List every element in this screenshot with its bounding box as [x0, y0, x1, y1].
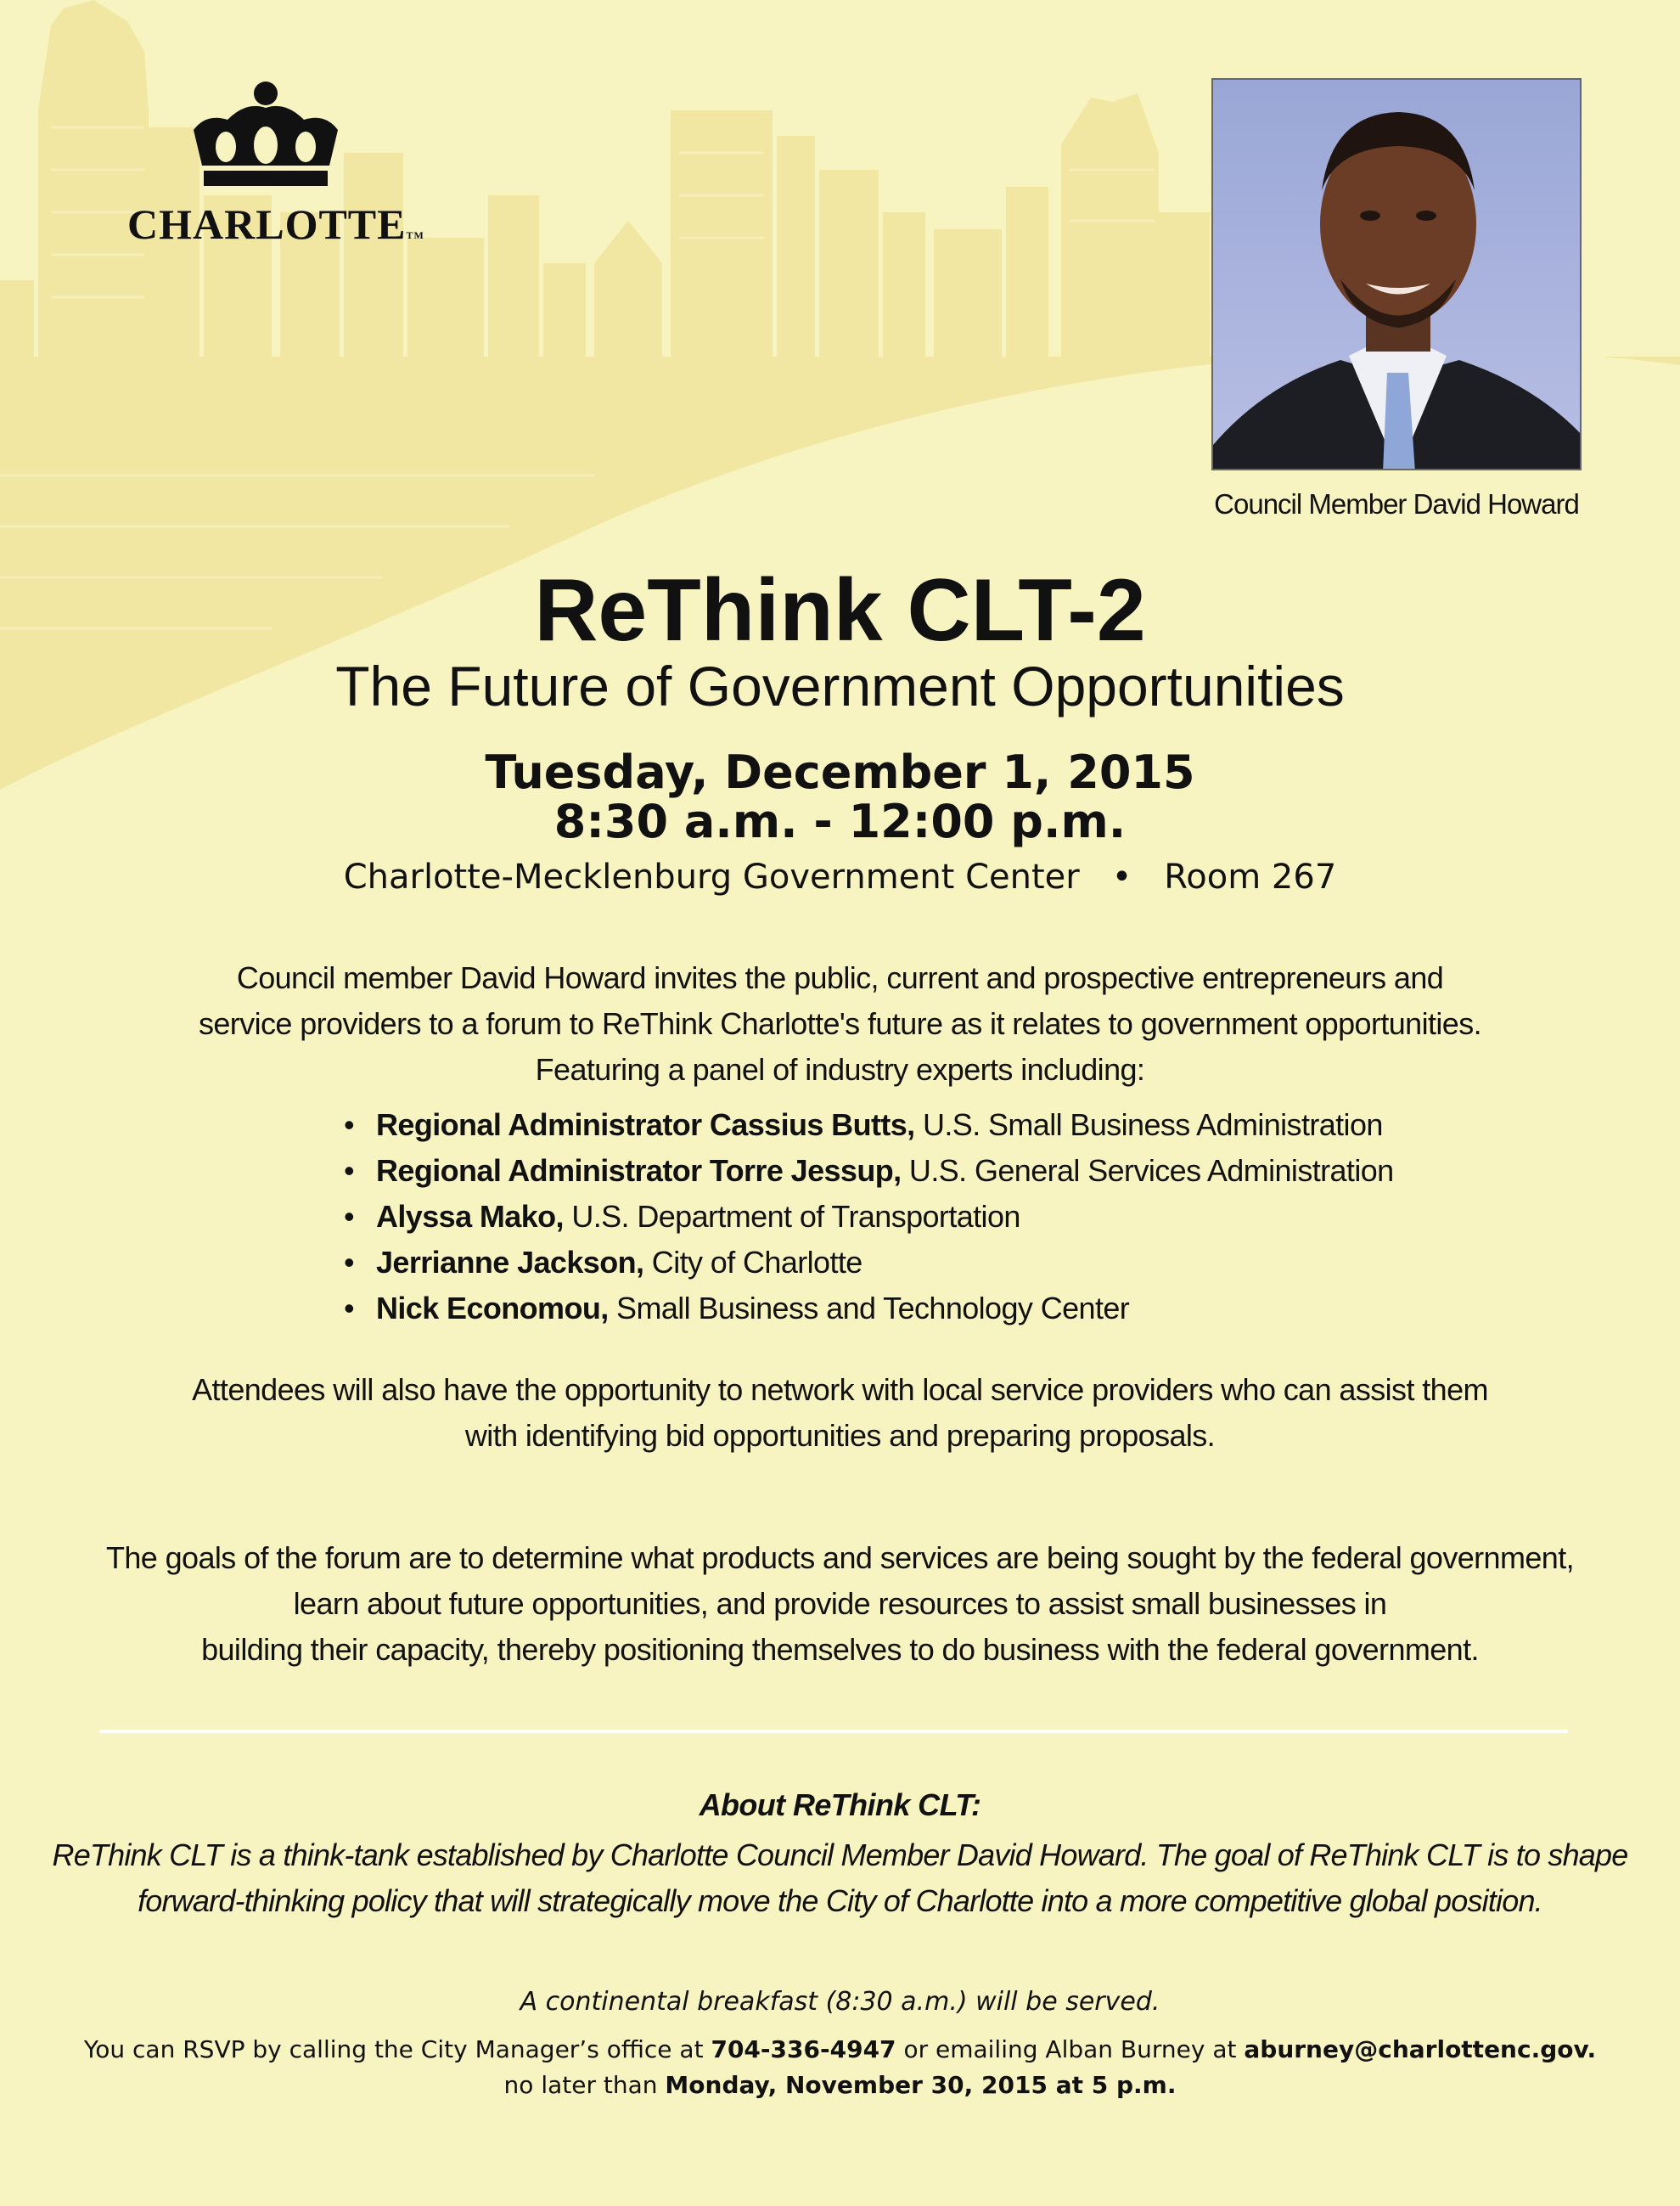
- deadline-prefix: no later than: [503, 2071, 666, 2099]
- event-date: Tuesday, December 1, 2015: [485, 746, 1195, 799]
- panel-item: [344, 1194, 1394, 1240]
- panelist-org: U.S. General Services Administration: [901, 1153, 1394, 1188]
- intro-line: Council member David Howard invites the public, current and prospective entrepreneurs and: [236, 960, 1444, 995]
- network-line: Attendees will also have the opportunity to network with local service providers who can assist them: [192, 1372, 1488, 1407]
- rsvp-text: You can RSVP by calling the City Manager’s office at: [83, 2035, 711, 2063]
- event-time: 8:30 a.m. - 12:00 p.m.: [553, 795, 1127, 848]
- goals-line: The goals of the forum are to determine what products and services are being sought by the federal government,: [105, 1540, 1575, 1575]
- goals-line: learn about future opportunities, and provide resources to assist small businesses in: [293, 1586, 1387, 1621]
- goals-line: building their capacity, thereby positioning themselves to do business with the federal government.: [201, 1632, 1479, 1667]
- panelist-name: Nick Economou,: [376, 1291, 609, 1325]
- panel-item: [344, 1240, 1394, 1286]
- breakfast-note: A continental breakfast (8:30 a.m.) will be served.: [520, 1987, 1160, 2017]
- rsvp-phone[interactable]: 704-336-4947: [711, 2035, 896, 2063]
- panelist-org: U.S. Department of Transportation: [563, 1199, 1020, 1234]
- rsvp-deadline: Monday, November 30, 2015 at 5 p.m.: [665, 2071, 1177, 2099]
- about-line: forward-thinking policy that will strategically move the City of Charlotte into a more competitive global position.: [138, 1883, 1542, 1918]
- panel-item: [344, 1286, 1394, 1331]
- event-title: ReThink CLT-2: [534, 561, 1146, 660]
- panelist-name: Jerrianne Jackson,: [376, 1245, 644, 1280]
- event-venue: [0, 858, 1680, 897]
- section-divider: [99, 1730, 1568, 1733]
- rsvp-text: or emailing Alban Burney at: [896, 2035, 1245, 2063]
- about-line: ReThink CLT is a think-tank established by Charlotte Council Member David Howard. The goal of ReThink CLT is to shape: [52, 1837, 1628, 1872]
- logo-wordmark: CHARLOTTETM: [127, 200, 424, 248]
- intro-line: service providers to a forum to ReThink Charlotte's future as it relates to government opportunities.: [198, 1006, 1481, 1041]
- panelist-org: City of Charlotte: [643, 1245, 862, 1280]
- photo-caption: Council Member David Howard: [1214, 488, 1579, 520]
- trademark-mark: TM: [406, 229, 424, 241]
- rsvp-email[interactable]: aburney@charlottenc.gov.: [1244, 2035, 1597, 2063]
- event-subtitle: The Future of Government Opportunities: [335, 655, 1345, 718]
- panelist-org: U.S. Small Business Administration: [914, 1107, 1383, 1142]
- about-paragraph: [0, 1832, 1680, 1924]
- rsvp-info: [0, 2032, 1680, 2103]
- intro-line: Featuring a panel of industry experts including:: [535, 1052, 1145, 1087]
- crown-icon: [185, 81, 346, 191]
- about-heading: About ReThink CLT:: [699, 1787, 981, 1822]
- panelist-org: Small Business and Technology Center: [608, 1291, 1130, 1325]
- panelist-name: Regional Administrator Torre Jessup,: [376, 1153, 902, 1188]
- panel-item: [344, 1102, 1394, 1148]
- panelist-name: Regional Administrator Cassius Butts,: [376, 1107, 915, 1142]
- rsvp-line: [0, 2032, 1680, 2068]
- panelist-name: Alyssa Mako,: [376, 1199, 564, 1234]
- venue-room: Room 267: [1164, 858, 1337, 897]
- network-line: with identifying bid opportunities and preparing proposals.: [464, 1418, 1216, 1453]
- portrait-photo: [1211, 78, 1582, 470]
- panel-list: [344, 1102, 1394, 1331]
- intro-paragraph: [0, 955, 1680, 1093]
- network-paragraph: [0, 1367, 1680, 1459]
- panel-item: [344, 1148, 1394, 1194]
- venue-separator: •: [1111, 858, 1132, 897]
- venue-name: Charlotte-Mecklenburg Government Center: [343, 858, 1080, 897]
- goals-paragraph: [0, 1535, 1680, 1673]
- charlotte-logo: [127, 81, 424, 249]
- rsvp-deadline-line: [0, 2068, 1680, 2103]
